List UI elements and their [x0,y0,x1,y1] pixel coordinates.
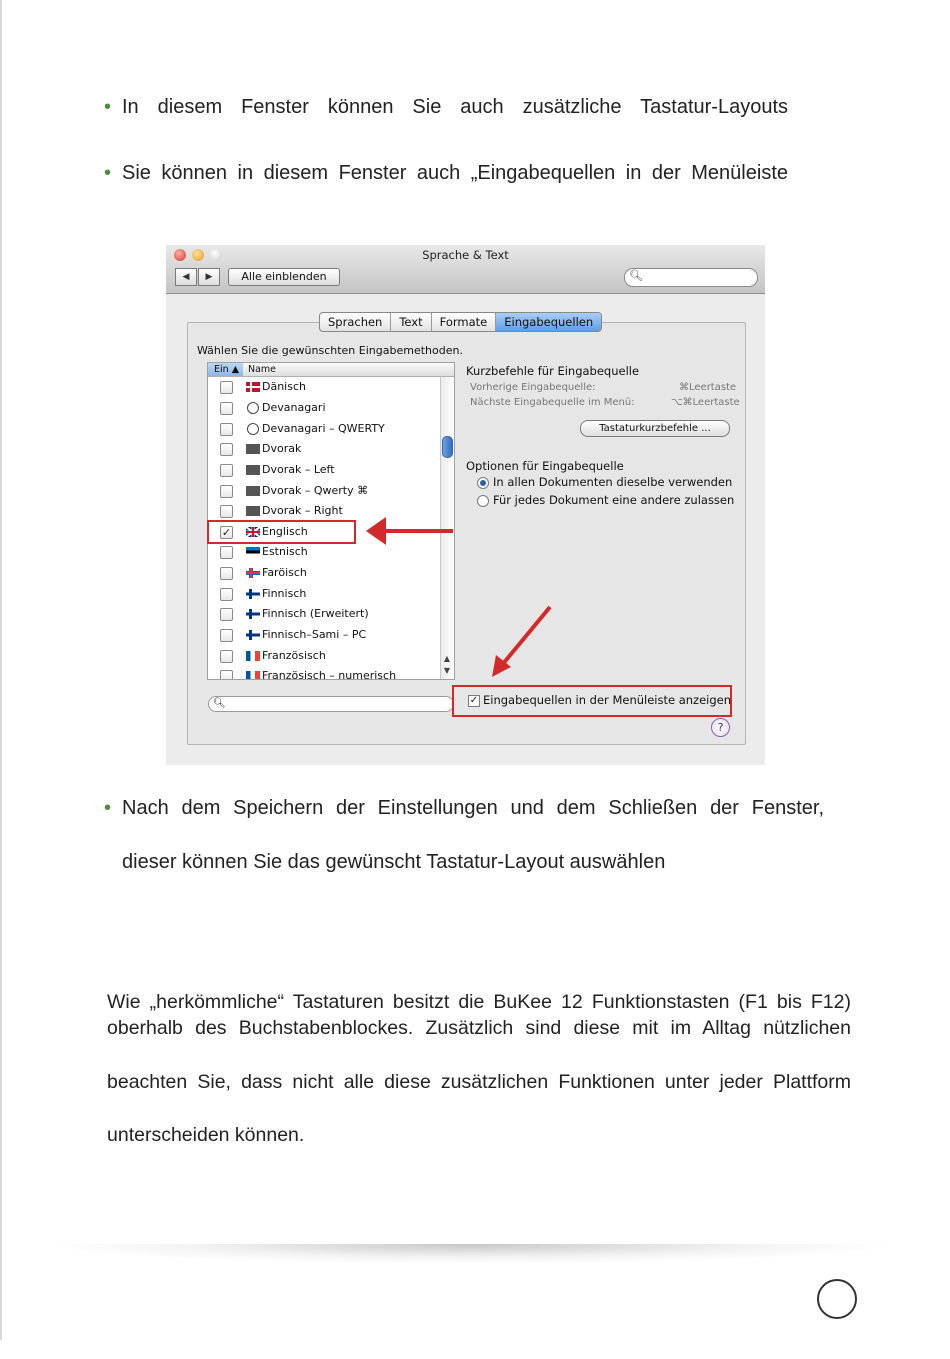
bullet-text-1: In diesem Fenster können Sie auch zusätzliche Tastatur-Layouts [122,96,788,118]
column-header-ein[interactable]: Ein ▲ [208,363,243,376]
arrow-to-englisch [366,517,453,545]
window-title: Sprache & Text [422,248,509,262]
keyboard-shortcuts-button[interactable]: Tastaturkurzbefehle ... [580,420,730,437]
page-edge-line [0,0,2,1340]
list-item-label: Faröisch [262,566,307,579]
options-heading: Optionen für Eingabequelle [466,459,624,473]
menubar-checkbox-checked[interactable]: ✓ [469,695,479,706]
arrow-to-menubar-checkbox [492,607,550,677]
list-item-label: Estnisch [262,545,308,558]
forward-arrow-icon: ▶ [205,272,213,282]
list-item-label: Finnisch–Sami – PC [262,628,367,641]
next-source-shortcut: ⌥⌘Leertaste [671,397,740,408]
list-item-label: Finnisch (Erweitert) [262,607,369,620]
list-item-label: Dvorak [262,442,302,455]
bullet-dot: • [104,96,112,118]
previous-source-shortcut: ⌘Leertaste [679,382,737,393]
paragraph-line-3: beachten Sie, dass nicht alle diese zusätzlichen Funktionen unter jeder Plattform [107,1071,851,1093]
list-item-label: Französisch – numerisch [262,669,397,680]
tab-eingabequellen[interactable]: Eingabequellen [496,313,601,331]
scroll-up-icon[interactable]: ▲ [443,654,451,663]
bullet-text-3: Nach dem Speichern der Einstellungen und dem Schließen der Fenster, [122,797,824,819]
help-button[interactable]: ? [711,718,730,737]
annotation-arrows [166,245,765,765]
list-item-label: Englisch [262,525,308,538]
list-item-label: Dänisch [262,380,306,393]
search-icon: 🔍︎ [213,698,226,709]
tab-formate[interactable]: Formate [432,313,497,331]
back-arrow-icon: ◀ [182,272,190,282]
bullet-text-3-continued: dieser können Sie das gewünscht Tastatur-Layout auswählen [122,851,666,873]
footer-divider [40,1244,900,1264]
radio-same-for-all-label: In allen Dokumenten dieselbe verwenden [493,475,733,489]
scroll-down-icon[interactable]: ▼ [443,666,451,675]
paragraph-line-2: oberhalb des Buchstabenblockes. Zusätzlich sind diese mit im Alltag nützlichen [107,1017,851,1039]
bullet-dot: • [104,162,112,184]
menubar-checkbox-label: Eingabequellen in der Menüleiste anzeigen [483,693,732,707]
list-item-label: Devanagari [262,401,326,414]
list-item-label: Dvorak – Left [262,463,335,476]
page-number-circle [817,1279,857,1319]
list-item-label: Französisch [262,649,326,662]
search-icon: 🔍︎ [629,269,643,282]
list-item-label: Dvorak – Right [262,504,343,517]
bullet-text-2: Sie können in diesem Fenster auch „Eingabequellen in der Menüleiste [122,162,788,184]
column-header-name[interactable]: Name [248,364,277,375]
list-item-label: Dvorak – Qwerty ⌘ [262,484,369,497]
paragraph-line-4: unterscheiden können. [107,1124,305,1146]
checkbox-checked[interactable]: ✓ [221,526,232,539]
previous-source-label: Vorherige Eingabequelle: [470,382,596,393]
list-item-label: Finnisch [262,587,307,600]
shortcuts-heading: Kurzbefehle für Eingabequelle [466,364,640,378]
preferences-window-screenshot [166,245,765,765]
instruction-text: Wählen Sie die gewünschten Eingabemethoden. [197,344,463,357]
paragraph-line-1: Wie „herkömmliche“ Tastaturen besitzt die BuKee 12 Funktionstasten (F1 bis F12) [107,991,851,1013]
tab-sprachen[interactable]: Sprachen [320,313,391,331]
next-source-label: Nächste Eingabequelle im Menü: [470,397,635,408]
tab-text[interactable]: Text [391,313,431,331]
show-all-button[interactable]: Alle einblenden [228,268,340,286]
sort-ascending-icon: ▲ [231,364,240,375]
list-item-label: Devanagari – QWERTY [262,422,385,435]
bullet-dot: • [104,797,112,819]
radio-per-document-label: Für jedes Dokument eine andere zulassen [493,493,735,507]
